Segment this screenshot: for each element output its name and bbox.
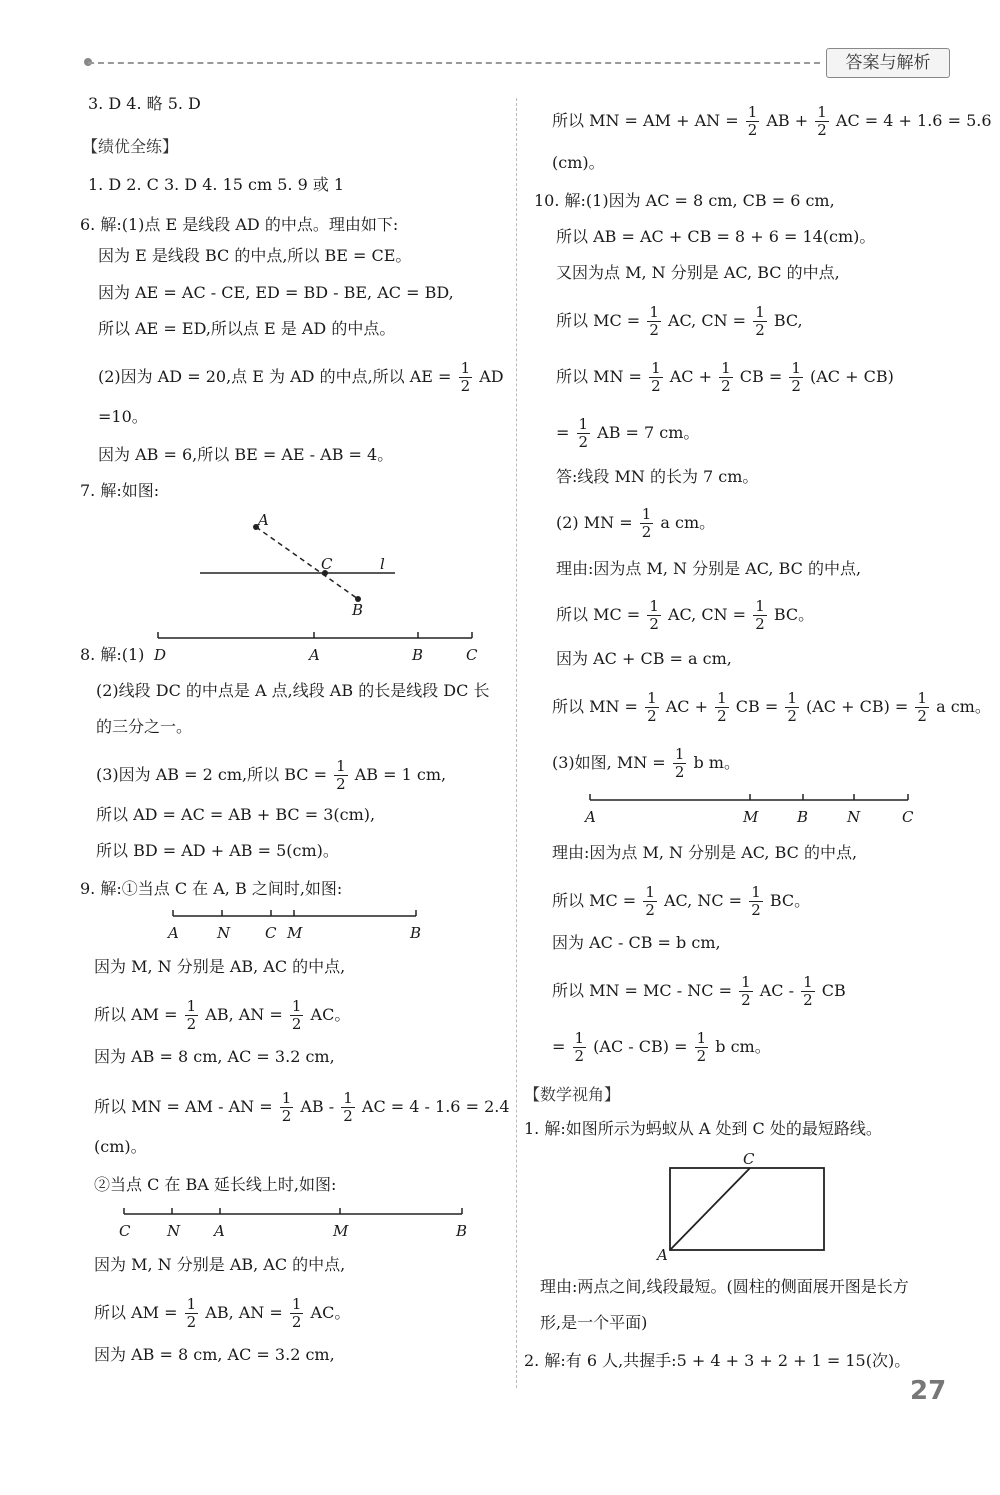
q10-line-15: 所以 MC = $\frac{1}{2}$ AC, NC = $\frac{1}{2}$ BC。 xyxy=(552,883,811,919)
fraction: $\frac{1}{2}$ xyxy=(460,359,471,395)
fraction: $\frac{1}{2}$ xyxy=(291,997,302,1033)
q9-line-8: 因为 M, N 分别是 AB, AC 的中点, xyxy=(94,1255,346,1274)
q6-line-2: 因为 E 是线段 BC 的中点,所以 BE = CE。 xyxy=(98,246,412,265)
label-a: A xyxy=(214,1222,225,1240)
label-l: l xyxy=(380,555,385,573)
q9-line-4: 因为 AB = 8 cm, AC = 3.2 cm, xyxy=(94,1047,335,1066)
answers-3-5: 3. D 4. 略 5. D xyxy=(88,94,201,113)
q9-line-10: 因为 AB = 8 cm, AC = 3.2 cm, xyxy=(94,1345,335,1364)
r1-line-1: 所以 MN = AM + AN = $\frac{1}{2}$ AB + $\frac{1}{2}$ AC = 4 + 1.6 = 5.6 xyxy=(552,103,992,139)
label-c: C xyxy=(265,924,277,942)
d1-line-1: 1. 解:如图所示为蚂蚁从 A 处到 C 处的最短路线。 xyxy=(524,1119,882,1138)
fraction: $\frac{1}{2}$ xyxy=(741,973,751,1009)
column-divider xyxy=(516,98,517,1388)
fraction: $\frac{1}{2}$ xyxy=(578,415,589,451)
fraction: $\frac{1}{2}$ xyxy=(649,303,659,339)
label-n: N xyxy=(217,924,231,942)
d1-figure xyxy=(654,1150,834,1262)
d2-line: 2. 解:有 6 人,共握手:5 + 4 + 3 + 2 + 1 = 15(次)。 xyxy=(524,1351,911,1370)
q10-line-13: (3)如图, MN = $\frac{1}{2}$ b m。 xyxy=(552,745,740,781)
q6-line-7: 因为 AB = 6,所以 BE = AE - AB = 4。 xyxy=(98,445,394,464)
q6-line-1: 6. 解:(1)点 E 是线段 AD 的中点。理由如下: xyxy=(80,215,399,234)
fraction: $\frac{1}{2}$ xyxy=(649,597,659,633)
fraction: $\frac{1}{2}$ xyxy=(917,689,927,725)
label-c: C xyxy=(902,808,914,826)
label-n: N xyxy=(167,1222,181,1240)
d1-line-3: 形,是一个平面) xyxy=(540,1313,648,1332)
q9-line-2: 因为 M, N 分别是 AB, AC 的中点, xyxy=(94,957,346,976)
label-a: A xyxy=(657,1246,668,1262)
label-b: B xyxy=(797,808,809,826)
q6-line-4: 所以 AE = ED,所以点 E 是 AD 的中点。 xyxy=(98,319,396,338)
fraction: $\frac{1}{2}$ xyxy=(803,973,813,1009)
fraction: $\frac{1}{2}$ xyxy=(755,303,765,339)
section-heading-jiyou: 【绩优全练】 xyxy=(82,137,179,156)
label-a: A xyxy=(258,511,269,529)
q7-figure xyxy=(190,505,410,620)
fraction: $\frac{1}{2}$ xyxy=(281,1089,292,1125)
label-n: N xyxy=(847,808,861,826)
q10-line-1: 10. 解:(1)因为 AC = 8 cm, CB = 6 cm, xyxy=(534,191,835,210)
section-heading-shuxue: 【数学视角】 xyxy=(524,1085,621,1104)
q10-line-2: 所以 AB = AC + CB = 8 + 6 = 14(cm)。 xyxy=(556,227,876,246)
fraction: $\frac{1}{2}$ xyxy=(674,745,685,781)
label-c: C xyxy=(119,1222,131,1240)
label-m: M xyxy=(287,924,303,942)
q9-line-7: ②当点 C 在 BA 延长线上时,如图: xyxy=(94,1175,337,1194)
fraction: $\frac{1}{2}$ xyxy=(641,505,652,541)
q6-line-5: (2)因为 AD = 20,点 E 为 AD 的中点,所以 AE = $\frac{1}{2}$ AD xyxy=(98,359,504,395)
q6-line-3: 因为 AE = AC - CE, ED = BD - BE, AC = BD, xyxy=(98,283,454,302)
label-b: B xyxy=(412,646,424,664)
answers-1-5: 1. D 2. C 3. D 4. 15 cm 5. 9 或 1 xyxy=(88,175,345,194)
label-m: M xyxy=(743,808,759,826)
fraction: $\frac{1}{2}$ xyxy=(717,689,727,725)
q9-line-6: (cm)。 xyxy=(94,1137,147,1156)
fraction: $\frac{1}{2}$ xyxy=(751,883,761,919)
label-a: A xyxy=(585,808,596,826)
header-title: 答案与解析 xyxy=(826,48,950,78)
label-m: M xyxy=(333,1222,349,1240)
q6-line-6: =10。 xyxy=(98,407,148,426)
q10-line-16: 因为 AC - CB = b cm, xyxy=(552,933,721,952)
label-c: C xyxy=(321,555,333,573)
page-number: 27 xyxy=(910,1376,947,1406)
d1-line-2: 理由:两点之间,线段最短。(圆柱的侧面展开图是长方 xyxy=(540,1277,909,1296)
fraction: $\frac{1}{2}$ xyxy=(755,597,765,633)
q10-line-14: 理由:因为点 M, N 分别是 AC, BC 的中点, xyxy=(552,843,858,862)
q8-line-6: 所以 BD = AD + AB = 5(cm)。 xyxy=(96,841,339,860)
fraction: $\frac{1}{2}$ xyxy=(817,103,827,139)
label-a: A xyxy=(168,924,179,942)
label-b: B xyxy=(456,1222,468,1240)
q9-figure-1 xyxy=(166,906,426,946)
fraction: $\frac{1}{2}$ xyxy=(336,757,346,793)
q10-line-6: = $\frac{1}{2}$ AB = 7 cm。 xyxy=(556,415,700,451)
fraction: $\frac{1}{2}$ xyxy=(651,359,661,395)
label-c: C xyxy=(466,646,478,664)
q8-line-3: 的三分之一。 xyxy=(96,717,193,736)
label-b: B xyxy=(352,601,364,619)
q8-figure xyxy=(150,628,480,668)
q8-line-2: (2)线段 DC 的中点是 A 点,线段 AB 的长是线段 DC 长 xyxy=(96,681,490,700)
r1-line-2: (cm)。 xyxy=(552,153,605,172)
q9-line-3: 所以 AM = $\frac{1}{2}$ AB, AN = $\frac{1}{2}$ AC。 xyxy=(94,997,351,1033)
header-rule xyxy=(88,62,820,64)
q10-line-5: 所以 MN = $\frac{1}{2}$ AC + $\frac{1}{2}$ CB = $\frac{1}{2}$ (AC + CB) xyxy=(556,359,894,395)
q10-line-10: 所以 MC = $\frac{1}{2}$ AC, CN = $\frac{1}{2}$ BC。 xyxy=(556,597,815,633)
shortest-path xyxy=(670,1168,750,1250)
fraction: $\frac{1}{2}$ xyxy=(186,1295,197,1331)
q9-figure-2 xyxy=(116,1204,476,1244)
rectangle xyxy=(670,1168,824,1250)
fraction: $\frac{1}{2}$ xyxy=(791,359,801,395)
q8-line-4: (3)因为 AB = 2 cm,所以 BC = $\frac{1}{2}$ AB = 1 cm, xyxy=(96,757,447,793)
q10-line-18: = $\frac{1}{2}$ (AC - CB) = $\frac{1}{2}$ b cm。 xyxy=(552,1029,771,1065)
fraction: $\frac{1}{2}$ xyxy=(647,689,657,725)
dashed-segment-ab xyxy=(256,527,358,599)
q10-line-9: 理由:因为点 M, N 分别是 AC, BC 的中点, xyxy=(556,559,862,578)
q9-line-5: 所以 MN = AM - AN = $\frac{1}{2}$ AB - $\frac{1}{2}$ AC = 4 - 1.6 = 2.4 xyxy=(94,1089,510,1125)
fraction: $\frac{1}{2}$ xyxy=(645,883,655,919)
label-a: A xyxy=(309,646,320,664)
fraction: $\frac{1}{2}$ xyxy=(696,1029,707,1065)
fraction: $\frac{1}{2}$ xyxy=(574,1029,585,1065)
label-b: B xyxy=(410,924,422,942)
fraction: $\frac{1}{2}$ xyxy=(721,359,731,395)
fraction: $\frac{1}{2}$ xyxy=(787,689,797,725)
fraction: $\frac{1}{2}$ xyxy=(747,103,758,139)
label-c: C xyxy=(743,1150,755,1168)
fraction: $\frac{1}{2}$ xyxy=(291,1295,302,1331)
q10-line-17: 所以 MN = MC - NC = $\frac{1}{2}$ AC - $\frac{1}{2}$ CB xyxy=(552,973,846,1009)
q10-line-11: 因为 AC + CB = a cm, xyxy=(556,649,732,668)
q8-line-1: 8. 解:(1) xyxy=(80,645,145,664)
q10-line-8: (2) MN = $\frac{1}{2}$ a cm。 xyxy=(556,505,716,541)
q9-line-1: 9. 解:①当点 C 在 A, B 之间时,如图: xyxy=(80,879,343,898)
q10-line-12: 所以 MN = $\frac{1}{2}$ AC + $\frac{1}{2}$ CB = $\frac{1}{2}$ (AC + CB) = $\frac{1}{2}$ a cm。 xyxy=(552,689,991,725)
fraction: $\frac{1}{2}$ xyxy=(186,997,197,1033)
q10-line-7: 答:线段 MN 的长为 7 cm。 xyxy=(556,467,759,486)
q8-line-5: 所以 AD = AC = AB + BC = 3(cm), xyxy=(96,805,376,824)
label-d: D xyxy=(154,646,167,664)
q10-line-4: 所以 MC = $\frac{1}{2}$ AC, CN = $\frac{1}{2}$ BC, xyxy=(556,303,803,339)
q10-figure xyxy=(582,790,918,830)
q9-line-9: 所以 AM = $\frac{1}{2}$ AB, AN = $\frac{1}{2}$ AC。 xyxy=(94,1295,351,1331)
q10-line-3: 又因为点 M, N 分别是 AC, BC 的中点, xyxy=(556,263,840,282)
fraction: $\frac{1}{2}$ xyxy=(343,1089,353,1125)
q7-line: 7. 解:如图: xyxy=(80,481,160,500)
